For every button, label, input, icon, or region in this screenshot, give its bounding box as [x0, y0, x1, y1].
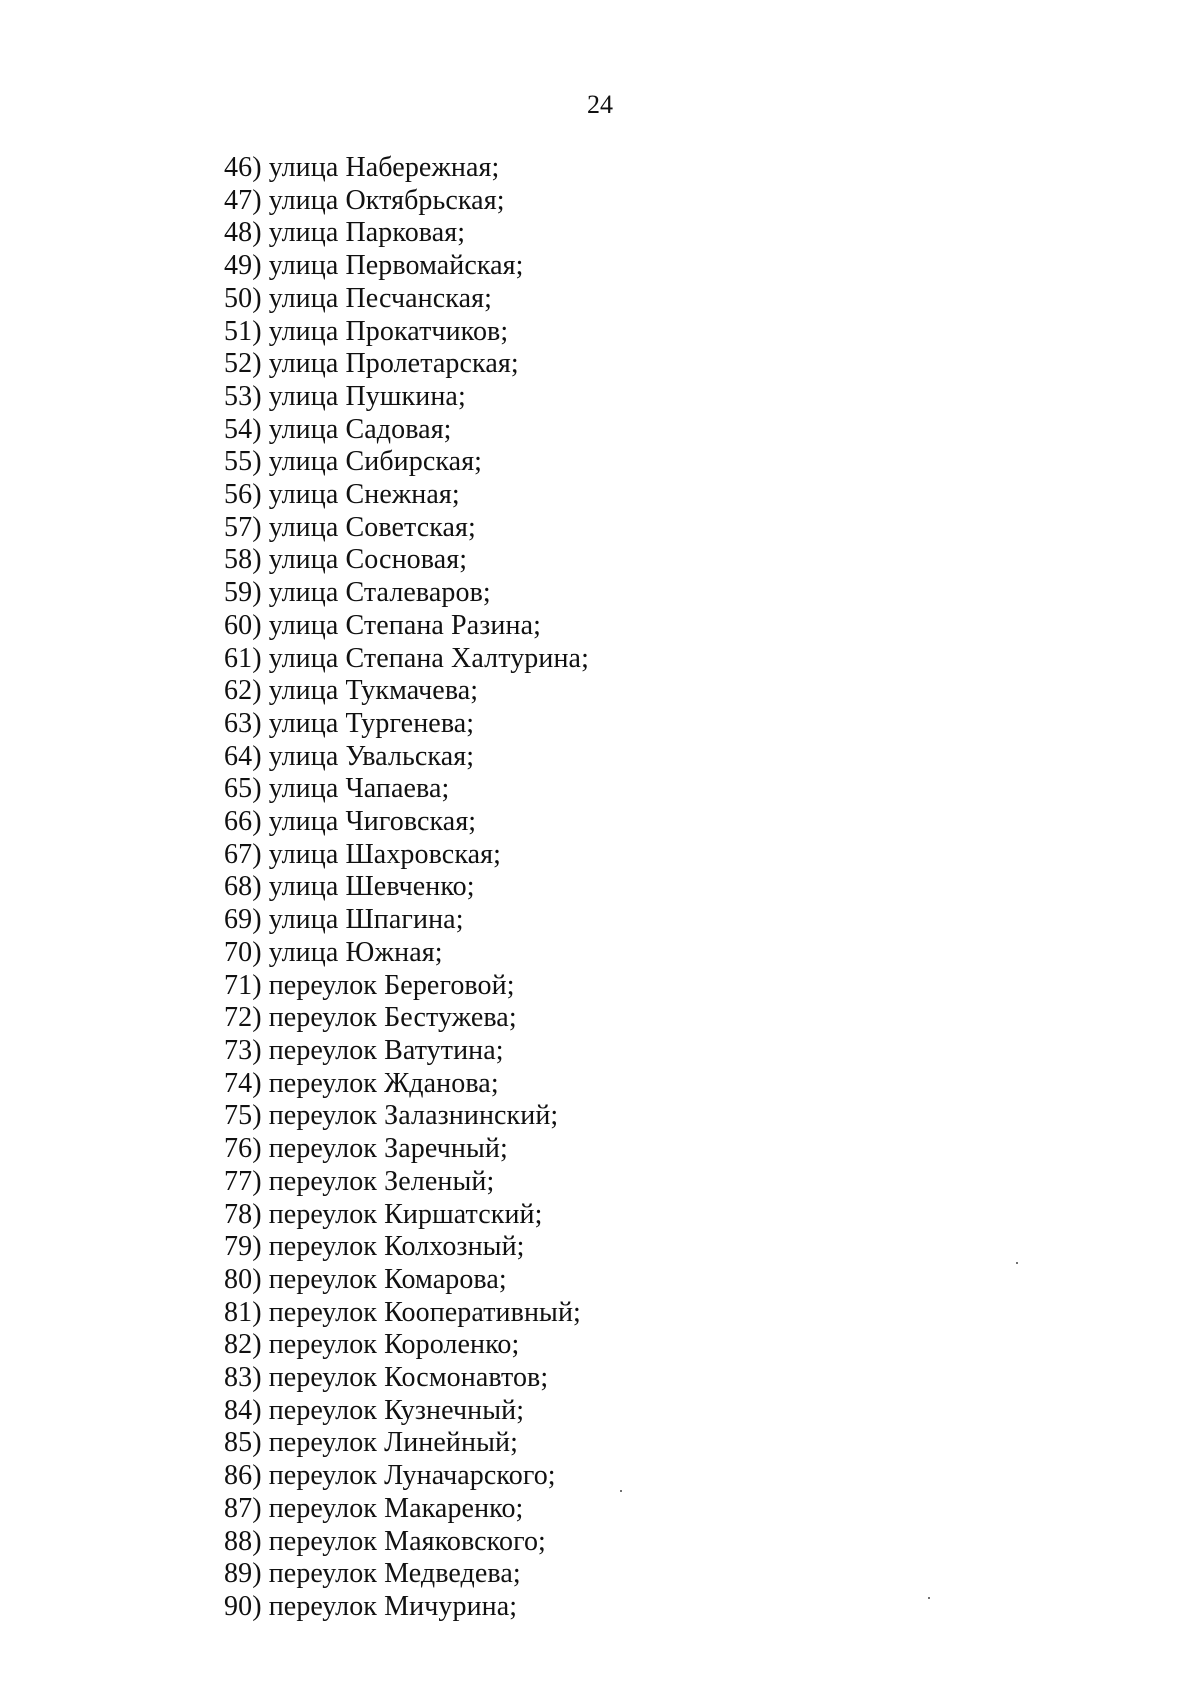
scan-speck	[620, 1490, 622, 1492]
list-item: 69) улица Шпагина;	[224, 904, 464, 936]
list-item: 84) переулок Кузнечный;	[224, 1394, 525, 1426]
list-item: 68) улица Шевченко;	[224, 871, 475, 903]
list-item: 62) улица Тукмачева;	[224, 675, 479, 707]
scan-speck	[928, 1597, 930, 1599]
list-item: 55) улица Сибирская;	[224, 446, 483, 478]
list-item: 61) улица Степана Халтурина;	[224, 642, 589, 674]
list-item: 65) улица Чапаева;	[224, 773, 450, 805]
list-item: 83) переулок Космонавтов;	[224, 1362, 549, 1394]
list-item: 71) переулок Береговой;	[224, 969, 515, 1001]
scan-speck	[1016, 1262, 1018, 1264]
list-item: 70) улица Южная;	[224, 936, 443, 968]
list-item: 57) улица Советская;	[224, 511, 476, 543]
list-item: 79) переулок Колхозный;	[224, 1231, 525, 1263]
list-item: 74) переулок Жданова;	[224, 1067, 499, 1099]
list-item: 85) переулок Линейный;	[224, 1427, 518, 1459]
list-item: 67) улица Шахровская;	[224, 838, 501, 870]
list-item: 64) улица Увальская;	[224, 740, 475, 772]
list-item: 73) переулок Ватутина;	[224, 1034, 504, 1066]
list-item: 58) улица Сосновая;	[224, 544, 468, 576]
list-item: 87) переулок Макаренко;	[224, 1492, 524, 1524]
list-item: 60) улица Степана Разина;	[224, 609, 541, 641]
list-item: 49) улица Первомайская;	[224, 250, 524, 282]
list-item: 89) переулок Медведева;	[224, 1558, 521, 1590]
page-number: 24	[587, 90, 613, 119]
list-item: 75) переулок Залазнинский;	[224, 1100, 559, 1132]
list-item: 54) улица Садовая;	[224, 413, 452, 445]
list-item: 47) улица Октябрьская;	[224, 184, 505, 216]
list-item: 48) улица Парковая;	[224, 217, 466, 249]
list-item: 66) улица Чиговская;	[224, 806, 477, 838]
list-item: 59) улица Сталеваров;	[224, 577, 491, 609]
list-item: 90) переулок Мичурина;	[224, 1590, 518, 1622]
list-item: 46) улица Набережная;	[224, 152, 500, 183]
list-item: 72) переулок Бестужева;	[224, 1002, 517, 1034]
list-item: 63) улица Тургенева;	[224, 707, 475, 739]
list-item: 56) улица Снежная;	[224, 479, 460, 511]
list-item: 51) улица Прокатчиков;	[224, 315, 509, 347]
list-item: 80) переулок Комарова;	[224, 1263, 507, 1295]
street-list	[224, 152, 589, 1624]
list-item: 82) переулок Короленко;	[224, 1329, 520, 1361]
list-item: 76) переулок Заречный;	[224, 1133, 508, 1165]
list-item: 50) улица Песчанская;	[224, 282, 492, 314]
list-item: 77) переулок Зеленый;	[224, 1165, 495, 1197]
list-item: 52) улица Пролетарская;	[224, 348, 519, 380]
list-item: 81) переулок Кооперативный;	[224, 1296, 581, 1328]
list-item: 86) переулок Луначарского;	[224, 1460, 556, 1492]
list-item: 78) переулок Киршатский;	[224, 1198, 543, 1230]
list-item: 53) улица Пушкина;	[224, 380, 466, 412]
list-item: 88) переулок Маяковского;	[224, 1525, 546, 1557]
